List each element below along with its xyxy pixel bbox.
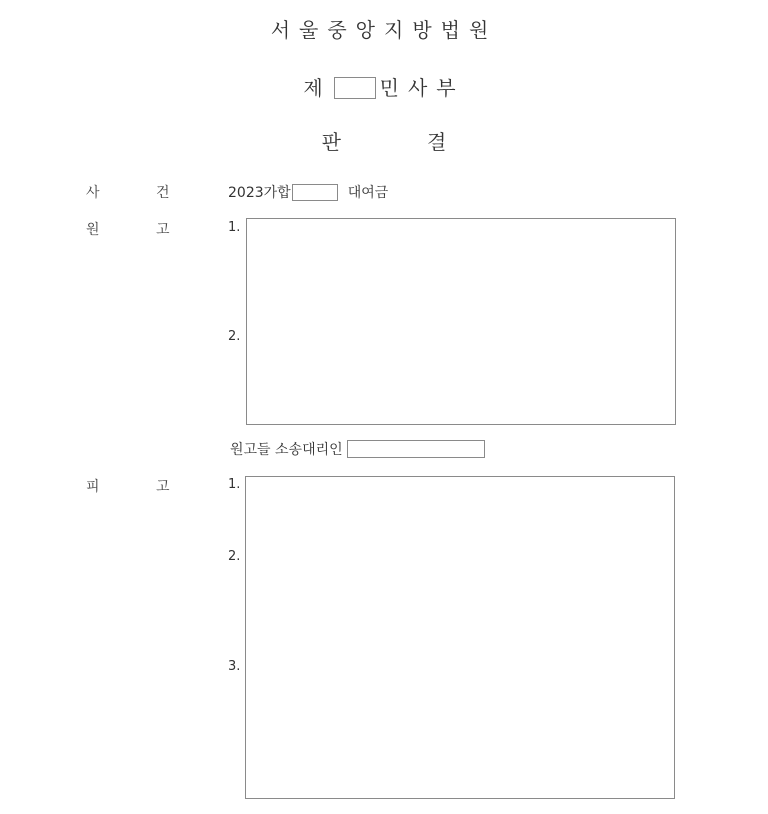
- defendant-item-number: 2.: [228, 549, 241, 564]
- doc-type-char-2: 결: [427, 130, 447, 154]
- plaintiff-agent-label: 원고들 소송대리인: [230, 442, 343, 458]
- redacted-plaintiff-agent: [347, 440, 485, 458]
- plaintiff-label-char-2: 고: [156, 222, 170, 238]
- plaintiff-item-number: 1.: [228, 220, 241, 235]
- division-line: [0, 72, 768, 101]
- court-name: 서울중앙지방법원: [270, 18, 498, 42]
- case-title: 대여금: [347, 185, 389, 201]
- document-type-title: [0, 126, 768, 155]
- case-label-char-1: 사: [86, 185, 100, 201]
- division-suffix: 민사부: [379, 76, 465, 100]
- defendant-label-char-1: 피: [86, 479, 100, 495]
- defendant-label: [86, 476, 170, 496]
- doc-type-char-1: 판: [321, 130, 341, 154]
- redacted-defendant-details: [245, 476, 675, 799]
- plaintiff-label-char-1: 원: [86, 222, 100, 238]
- defendant-item-number: 1.: [228, 477, 241, 492]
- redacted-division-number: [334, 77, 376, 99]
- plaintiff-item-number: 2.: [228, 329, 241, 344]
- redacted-case-number: [292, 184, 338, 201]
- division-prefix: 제: [303, 76, 332, 100]
- defendant-label-char-2: 고: [156, 479, 170, 495]
- plaintiff-agent-row: [230, 439, 485, 459]
- plaintiff-label: [86, 219, 170, 239]
- case-label-char-2: 건: [156, 185, 170, 201]
- case-number-prefix: 2023가합: [228, 185, 291, 201]
- case-label: [86, 182, 170, 202]
- defendant-item-number: 3.: [228, 659, 241, 674]
- case-info: [228, 182, 388, 202]
- redacted-plaintiff-details: [246, 218, 676, 425]
